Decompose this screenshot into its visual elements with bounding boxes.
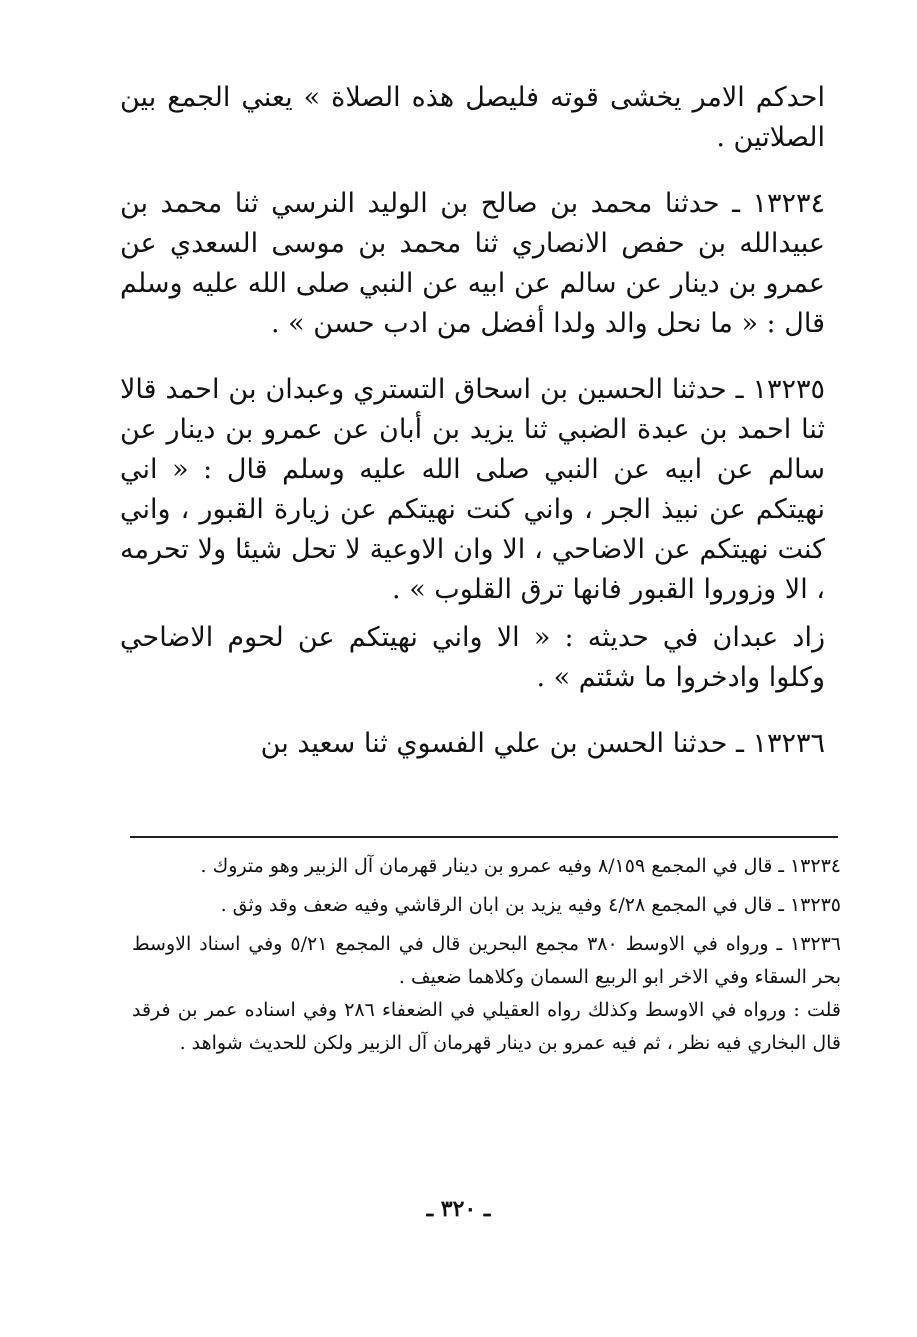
footnote-13236: ١٣٢٣٦ ـ ورواه في الاوسط ٣٨٠ مجمع البحرين قال في المجمع ٥/٢١ وفي اسناد الاوسط بحر السقاء وفي الاخر ابو الربيع السمان وكلاهما ضعيف . [132,933,842,988]
footnote-13236-note: قلت : ورواه في الاوسط وكذلك رواه العقيلي في الضعفاء ٢٨٦ وفي اسناده عمر بن فرقد قال البخاري فيه نظر ، ثم فيه عمرو بن دينار قهرمان آل الزبير ولكن للحديث شواهد . [132,999,842,1054]
hadith-13235-addition: زاد عبدان في حديثه : « الا واني نهيتكم عن لحوم الاضاحي وكلوا وادخروا ما شئتم » . [120,622,825,693]
footnote-divider [130,836,838,838]
hadith-13234: ١٣٢٣٤ ـ حدثنا محمد بن صالح بن الوليد النرسي ثنا محمد بن عبيدالله بن حفص الانصاري ثنا محمد بن موسى السعدي عن عمرو بن دينار عن سالم عن ابيه عن النبي صلى الله عليه وسلم قال : « ما نحل والد ولدا أفضل من ادب حسن » . [120,188,825,339]
paragraph-continuation: احدكم الامر يخشى قوته فليصل هذه الصلاة » يعني الجمع بين الصلاتين . [120,82,825,153]
footnote-13235: ١٣٢٣٥ ـ قال في المجمع ٤/٢٨ وفيه يزيد بن ابان الرقاشي وفيه ضعف وقد وثق . [220,894,841,916]
main-text [120,78,825,764]
footnote-13234: ١٣٢٣٤ ـ قال في المجمع ٨/١٥٩ وفيه عمرو بن دينار قهرمان آل الزبير وهو متروك . [200,855,841,877]
footnotes [132,850,841,1060]
hadith-13236: ١٣٢٣٦ ـ حدثنا الحسن بن علي الفسوي ثنا سعيد بن [260,728,825,759]
hadith-13235: ١٣٢٣٥ ـ حدثنا الحسين بن اسحاق التستري وعبدان بن احمد قالا ثنا احمد بن عبدة الضبي ثنا يزيد بن أبان عن عمرو بن دينار عن سالم عن ابيه عن النبي صلى الله عليه وسلم قال : « اني نهيتكم عن نبيذ الجر ، واني كنت نهيتكم عن زيارة القبور ، واني كنت نهيتكم عن الاضاحي ، الا وان الاوعية لا تحل شيئا ولا تحرمه ، الا وزوروا القبور فانها ترق القلوب » . [120,374,825,605]
page-number: ـ ٣٢٠ ـ [426,1196,491,1222]
